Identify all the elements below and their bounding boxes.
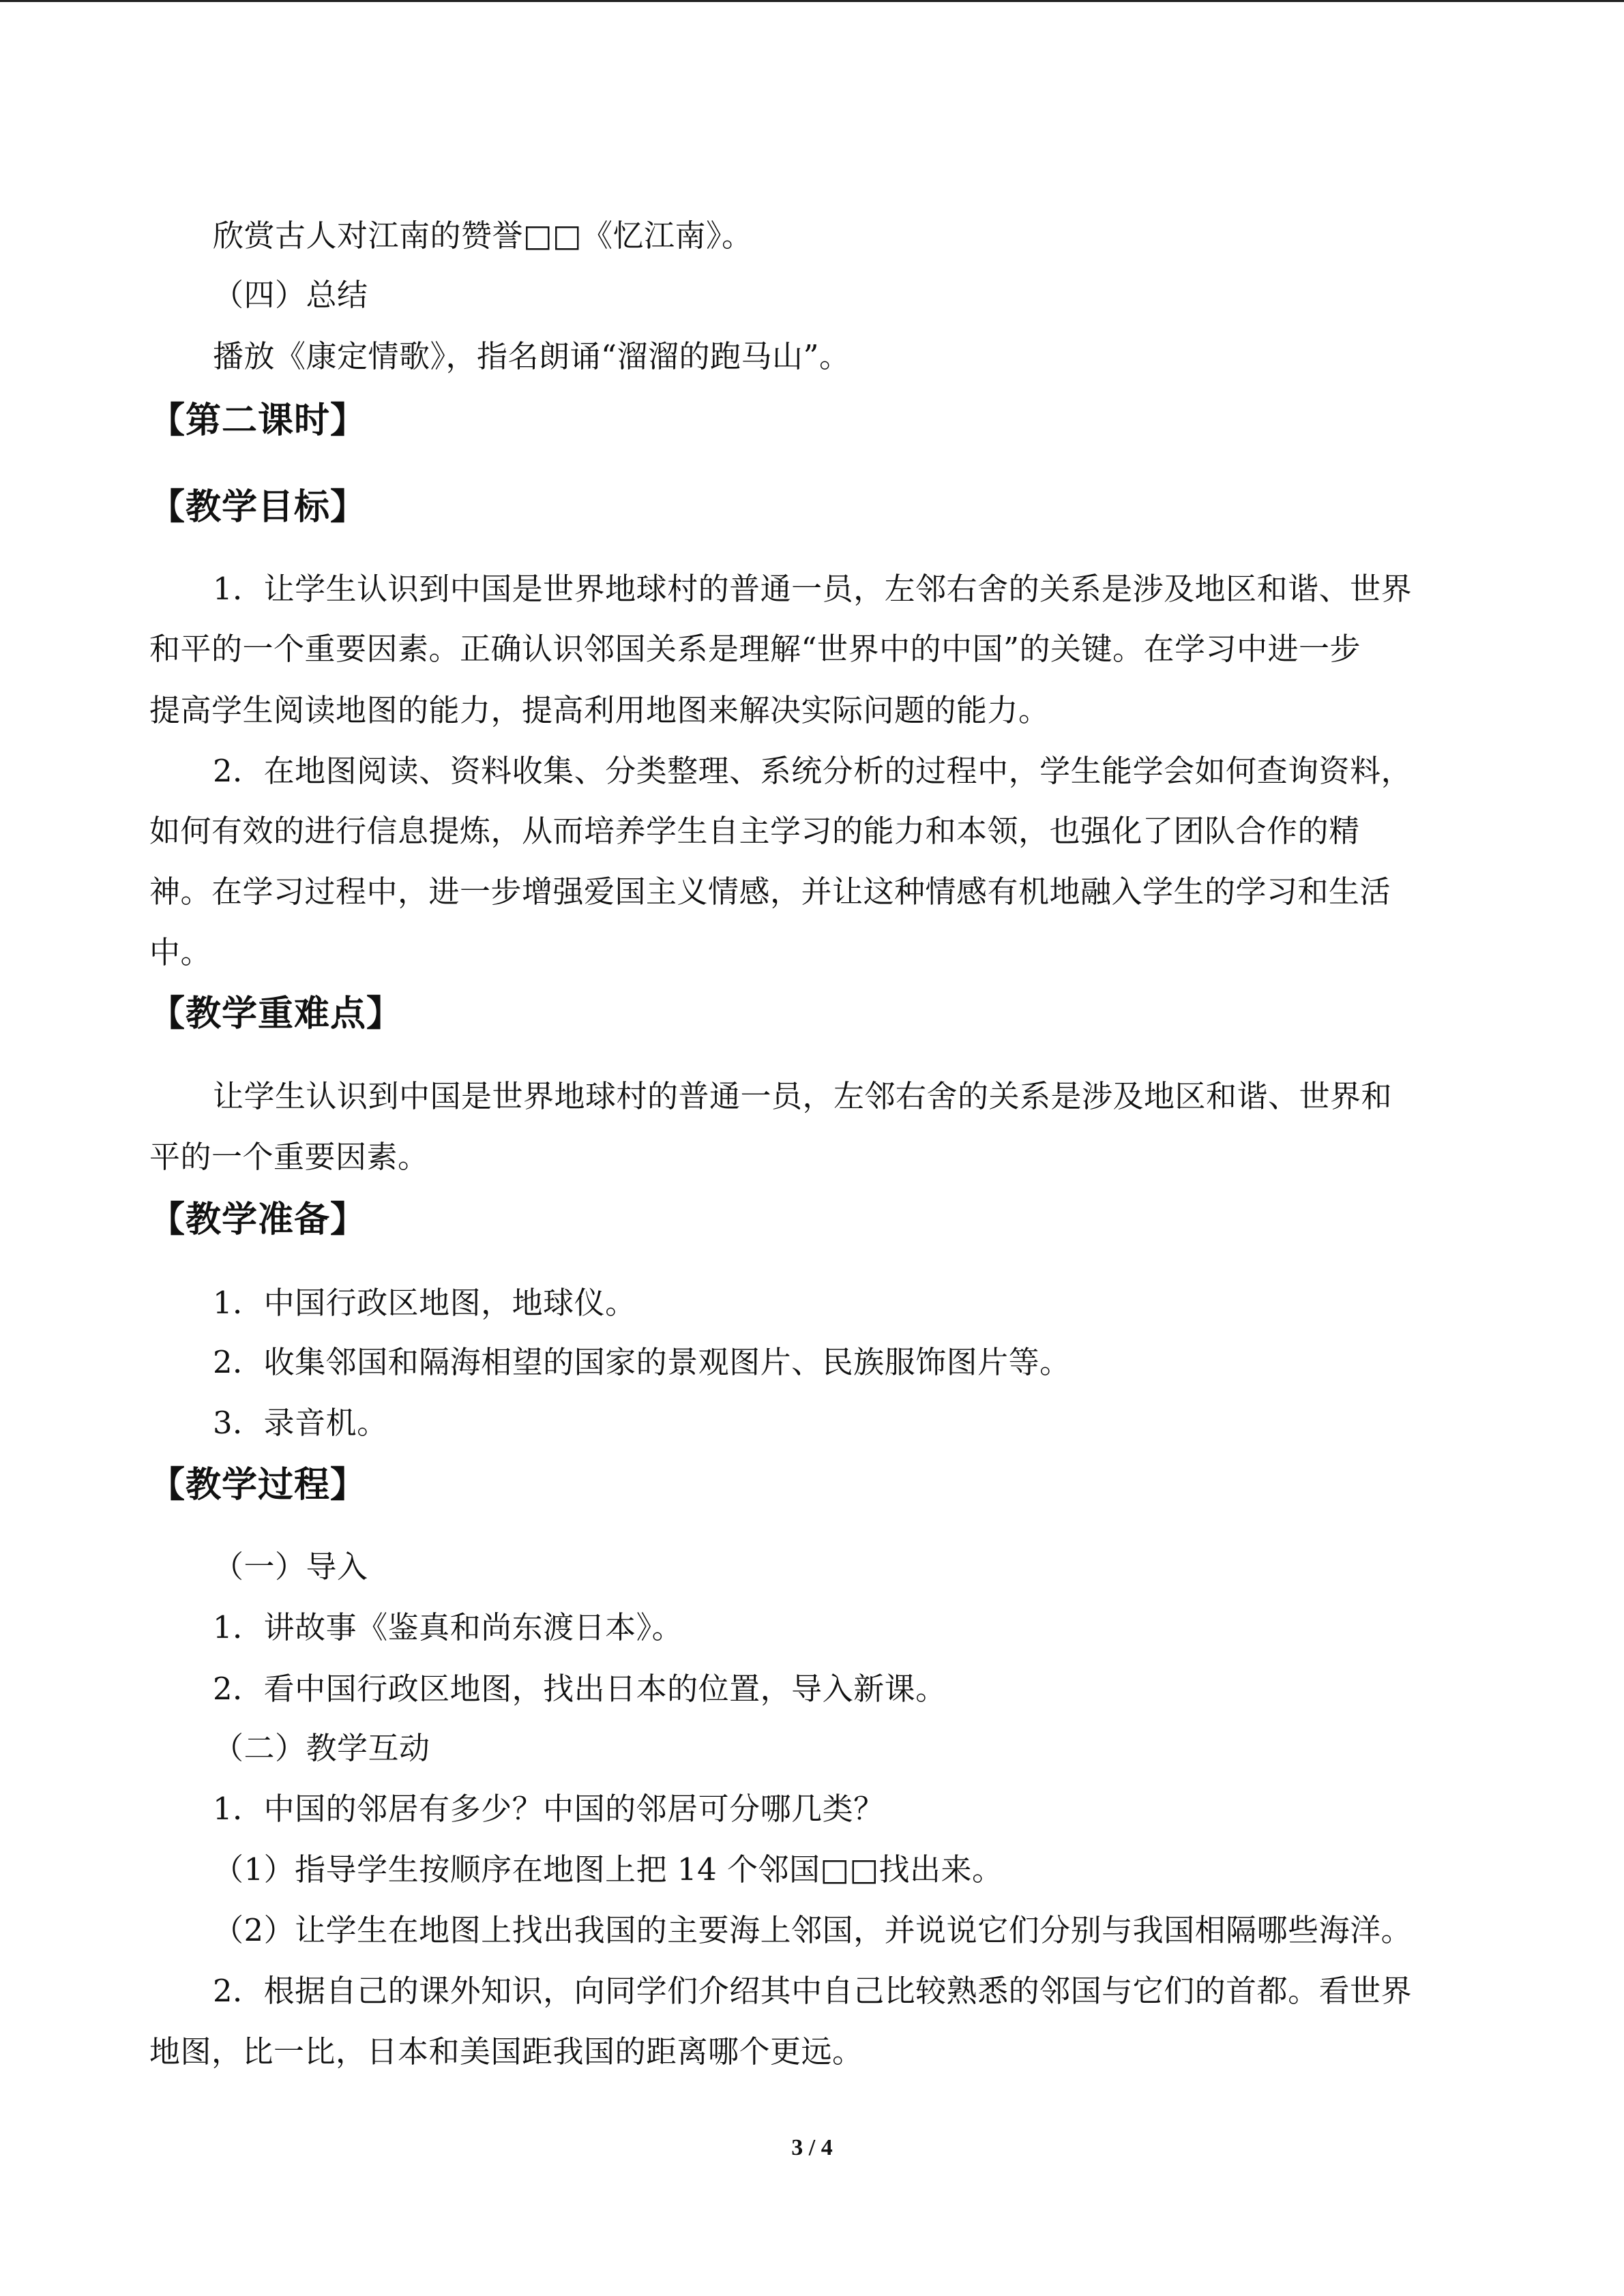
goal-1-line-2: 和平的一个重要因素。正确认识邻国关系是理解“世界中的中国”的关键。在学习中进一步 (149, 631, 1361, 667)
page-number: 3 / 4 (791, 2135, 833, 2160)
preparation-item-3: 3．录音机。 (213, 1405, 388, 1441)
heading-process: 【教学过程】 (149, 1465, 367, 1506)
top-border-line (0, 0, 1624, 2)
intro-line-3: 播放《康定情歌》，指名朗诵“溜溜的跑马山”。 (213, 338, 851, 374)
heading-preparation: 【教学准备】 (149, 1199, 367, 1240)
process-item-2-2-line-1: 2．根据自己的课外知识，向同学们介绍其中自己比较熟悉的邻国与它们的首都。看世界 (213, 1973, 1413, 2009)
process-item-2-1: 1．中国的邻居有多少？中国的邻居可分哪几类？ (213, 1791, 885, 1827)
goal-2-line-1: 2．在地图阅读、资料收集、分类整理、系统分析的过程中，学生能学会如何查询资料， (213, 753, 1413, 789)
process-item-2-1b: （2）让学生在地图上找出我国的主要海上邻国，并说说它们分别与我国相隔哪些海洋。 (213, 1912, 1413, 1948)
goal-2-line-4: 中。 (149, 934, 212, 970)
process-section-1: （一）导入 (213, 1549, 368, 1585)
preparation-item-2: 2．收集邻国和隔海相望的国家的景观图片、民族服饰图片等。 (213, 1344, 1071, 1380)
heading-goals: 【教学目标】 (149, 487, 367, 528)
goal-2-line-2: 如何有效的进行信息提炼，从而培养学生自主学习的能力和本领，也强化了团队合作的精 (149, 813, 1360, 849)
heading-second-lesson: 【第二课时】 (149, 400, 367, 441)
process-item-2-2-line-2: 地图，比一比，日本和美国距我国的距离哪个更远。 (149, 2033, 863, 2070)
preparation-item-1: 1．中国行政区地图，地球仪。 (213, 1285, 636, 1321)
goal-2-line-3: 神。在学习过程中，进一步增强爱国主义情感，并让这种情感有机地融入学生的学习和生活 (149, 874, 1391, 910)
process-section-2: （二）教学互动 (213, 1730, 430, 1766)
key-points-line-2: 平的一个重要因素。 (149, 1139, 429, 1175)
process-item-1-2: 2．看中国行政区地图，找出日本的位置，导入新课。 (213, 1671, 947, 1707)
key-points-line-1: 让学生认识到中国是世界地球村的普通一员，左邻右舍的关系是涉及地区和谐、世界和 (213, 1078, 1393, 1114)
process-item-2-1a: （1）指导学生按顺序在地图上把 14 个邻国□□找出来。 (213, 1851, 1003, 1888)
intro-line-1: 欣赏古人对江南的赞誉□□《忆江南》。 (213, 218, 753, 254)
process-item-1-1: 1．讲故事《鉴真和尚东渡日本》。 (213, 1609, 683, 1645)
intro-line-2: （四）总结 (213, 277, 368, 313)
heading-key-points: 【教学重难点】 (149, 994, 403, 1034)
goal-1-line-3: 提高学生阅读地图的能力，提高利用地图来解决实际问题的能力。 (149, 692, 1050, 728)
goal-1-line-1: 1．让学生认识到中国是世界地球村的普通一员，左邻右舍的关系是涉及地区和谐、世界 (213, 571, 1413, 607)
